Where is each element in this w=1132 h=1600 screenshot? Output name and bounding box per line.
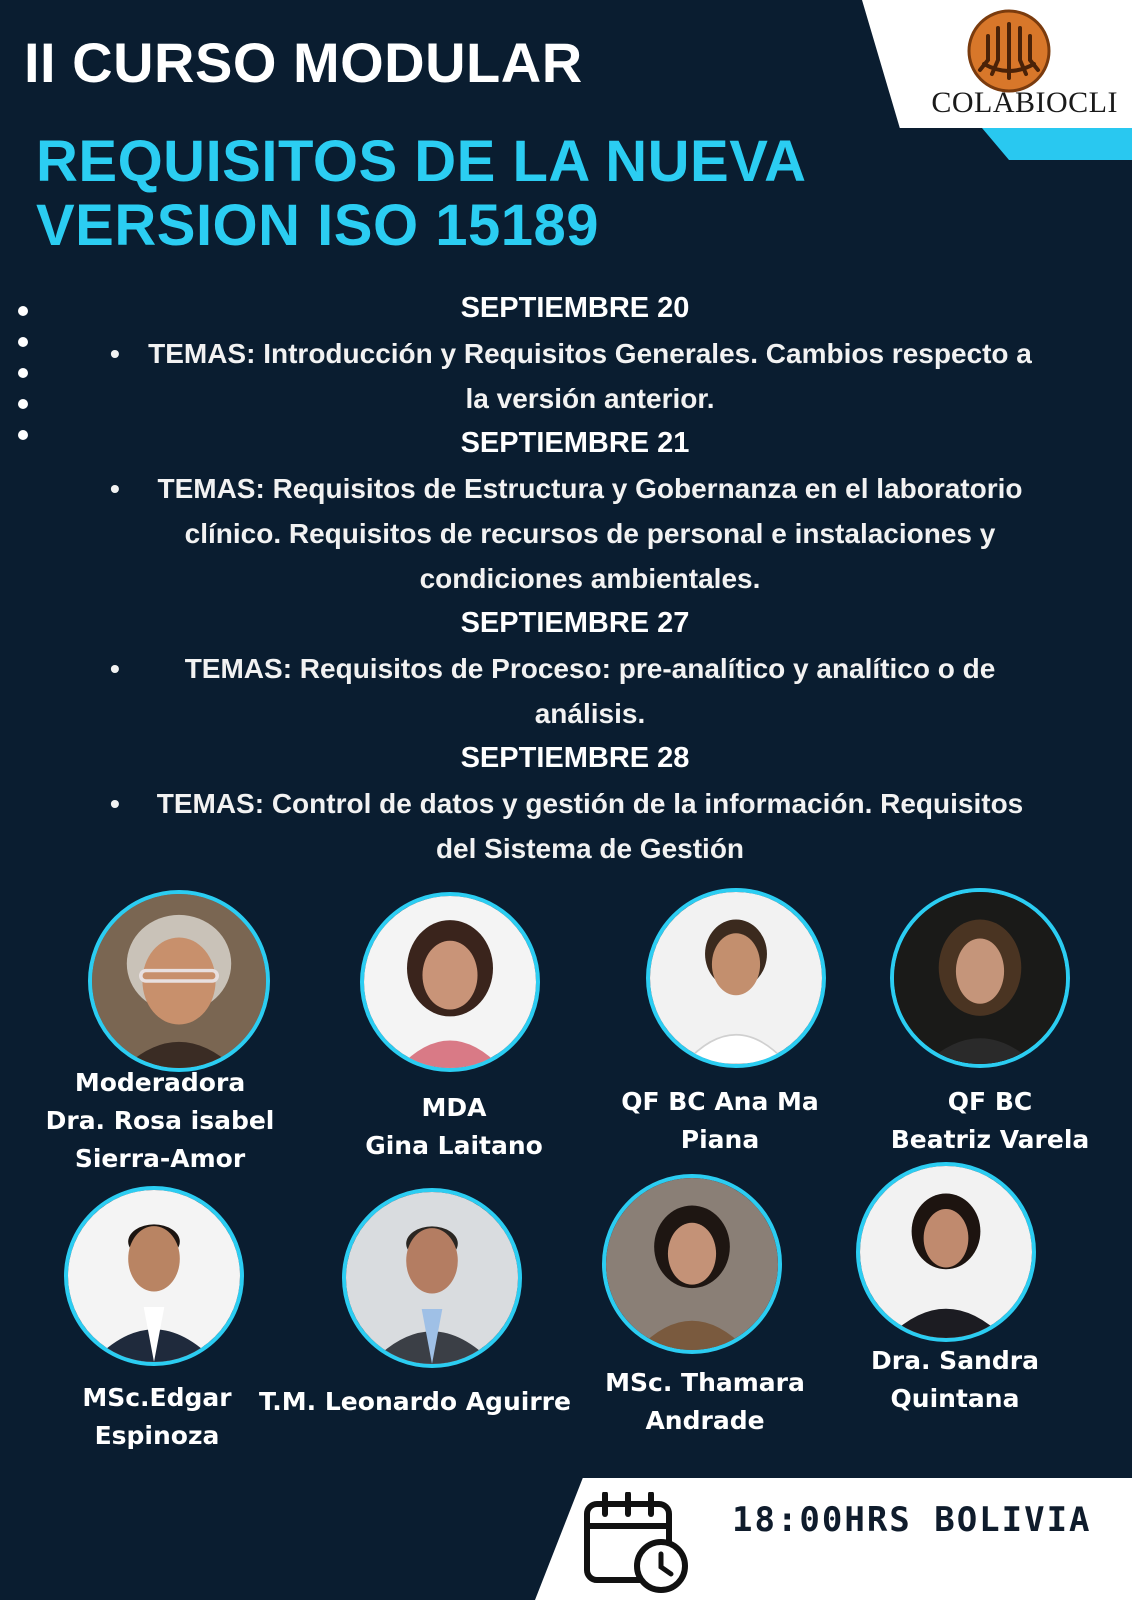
speaker-photo <box>602 1174 782 1354</box>
agenda-topic <box>100 466 1050 601</box>
person-avatar-icon <box>860 1166 1032 1338</box>
agenda-date: SEPTIEMBRE 21 <box>460 427 690 459</box>
dot-icon <box>18 399 28 409</box>
speaker-title: QF BC Ana Ma <box>621 1087 819 1116</box>
speaker-name-line: Quintana <box>890 1384 1020 1413</box>
speaker-name <box>590 1083 850 1159</box>
agenda-topic <box>100 646 1050 736</box>
bullet-icon: • <box>110 473 120 504</box>
dot-icon <box>18 430 28 440</box>
speaker-photo <box>890 888 1070 1068</box>
person-avatar-icon <box>346 1192 518 1364</box>
colabiocli-logo-icon <box>966 8 1052 94</box>
speaker-name-line: Andrade <box>645 1406 765 1435</box>
speaker-name-line: Piana <box>680 1125 760 1154</box>
person-avatar-icon <box>68 1190 240 1362</box>
agenda-topic-text: TEMAS: Introducción y Requisitos Generales. Cambios respecto a la versión anterior. <box>148 338 1032 414</box>
course-title-line-1: REQUISITOS DE LA NUEVA <box>36 129 807 194</box>
agenda-topic <box>100 331 1050 421</box>
speaker-title: MSc. Thamara <box>605 1368 805 1397</box>
person-avatar-icon <box>894 892 1066 1064</box>
speaker-photo <box>64 1186 244 1366</box>
person-avatar-icon <box>364 896 536 1068</box>
speaker-name <box>50 1379 264 1455</box>
speaker-title: Dra. Sandra <box>871 1346 1039 1375</box>
agenda-topic-text: TEMAS: Requisitos de Estructura y Gobernanza en el laboratorio clínico. Requisitos de recursos de personal e instalaciones y condiciones ambientales. <box>157 473 1023 594</box>
speaker-name-line: Sierra-Amor <box>74 1144 246 1173</box>
speaker-name-line: Dra. Rosa isabel <box>45 1106 275 1135</box>
agenda-topic-text: TEMAS: Control de datos y gestión de la información. Requisitos del Sistema de Gestión <box>156 788 1024 864</box>
agenda-topic <box>100 781 1050 871</box>
person-avatar-icon <box>606 1178 778 1350</box>
bullet-icon: • <box>110 653 120 684</box>
speaker-role: Moderadora <box>74 1068 246 1097</box>
agenda <box>100 286 1050 871</box>
calendar-clock-icon <box>583 1492 693 1596</box>
speaker-title: QF BC <box>947 1087 1033 1116</box>
person-avatar-icon <box>650 892 822 1064</box>
course-title <box>36 130 896 258</box>
bullet-icon: • <box>110 788 120 819</box>
speaker-name-line: Espinoza <box>94 1421 220 1450</box>
agenda-date: SEPTIEMBRE 20 <box>460 292 690 324</box>
speaker-name-line: Gina Laitano <box>365 1131 543 1160</box>
event-time: 18:00HRS BOLIVIA <box>732 1500 1092 1540</box>
person-avatar-icon <box>92 894 266 1068</box>
speaker-name-line: T.M. Leonardo Aguirre <box>259 1387 571 1416</box>
speaker-name <box>30 1064 290 1178</box>
agenda-date: SEPTIEMBRE 27 <box>460 607 690 639</box>
speaker-name <box>590 1364 820 1440</box>
dot-icon <box>18 368 28 378</box>
dot-icon <box>18 337 28 347</box>
agenda-date: SEPTIEMBRE 28 <box>460 742 690 774</box>
speaker-title: MDA <box>421 1093 487 1122</box>
speaker-name <box>334 1089 574 1165</box>
speaker-title: MSc.Edgar <box>82 1383 232 1412</box>
speaker-photo <box>342 1188 522 1368</box>
logo-accent-bar <box>982 128 1132 160</box>
logo-text: COLABIOCLI <box>931 86 1118 119</box>
speaker-name-line: Beatriz Varela <box>890 1125 1090 1154</box>
decorative-dots <box>18 306 28 461</box>
course-kicker: II CURSO MODULAR <box>24 31 583 94</box>
course-title-line-2: VERSION ISO 15189 <box>36 193 599 258</box>
speaker-photo <box>856 1162 1036 1342</box>
bullet-icon: • <box>110 338 120 369</box>
speaker-photo <box>360 892 540 1072</box>
speaker-photo <box>88 890 270 1072</box>
speaker-photo <box>646 888 826 1068</box>
agenda-topic-text: TEMAS: Requisitos de Proceso: pre-analítico y analítico o de análisis. <box>184 653 996 729</box>
dot-icon <box>18 306 28 316</box>
speaker-name <box>840 1342 1070 1418</box>
speaker-name <box>250 1383 580 1421</box>
speaker-name <box>870 1083 1110 1159</box>
